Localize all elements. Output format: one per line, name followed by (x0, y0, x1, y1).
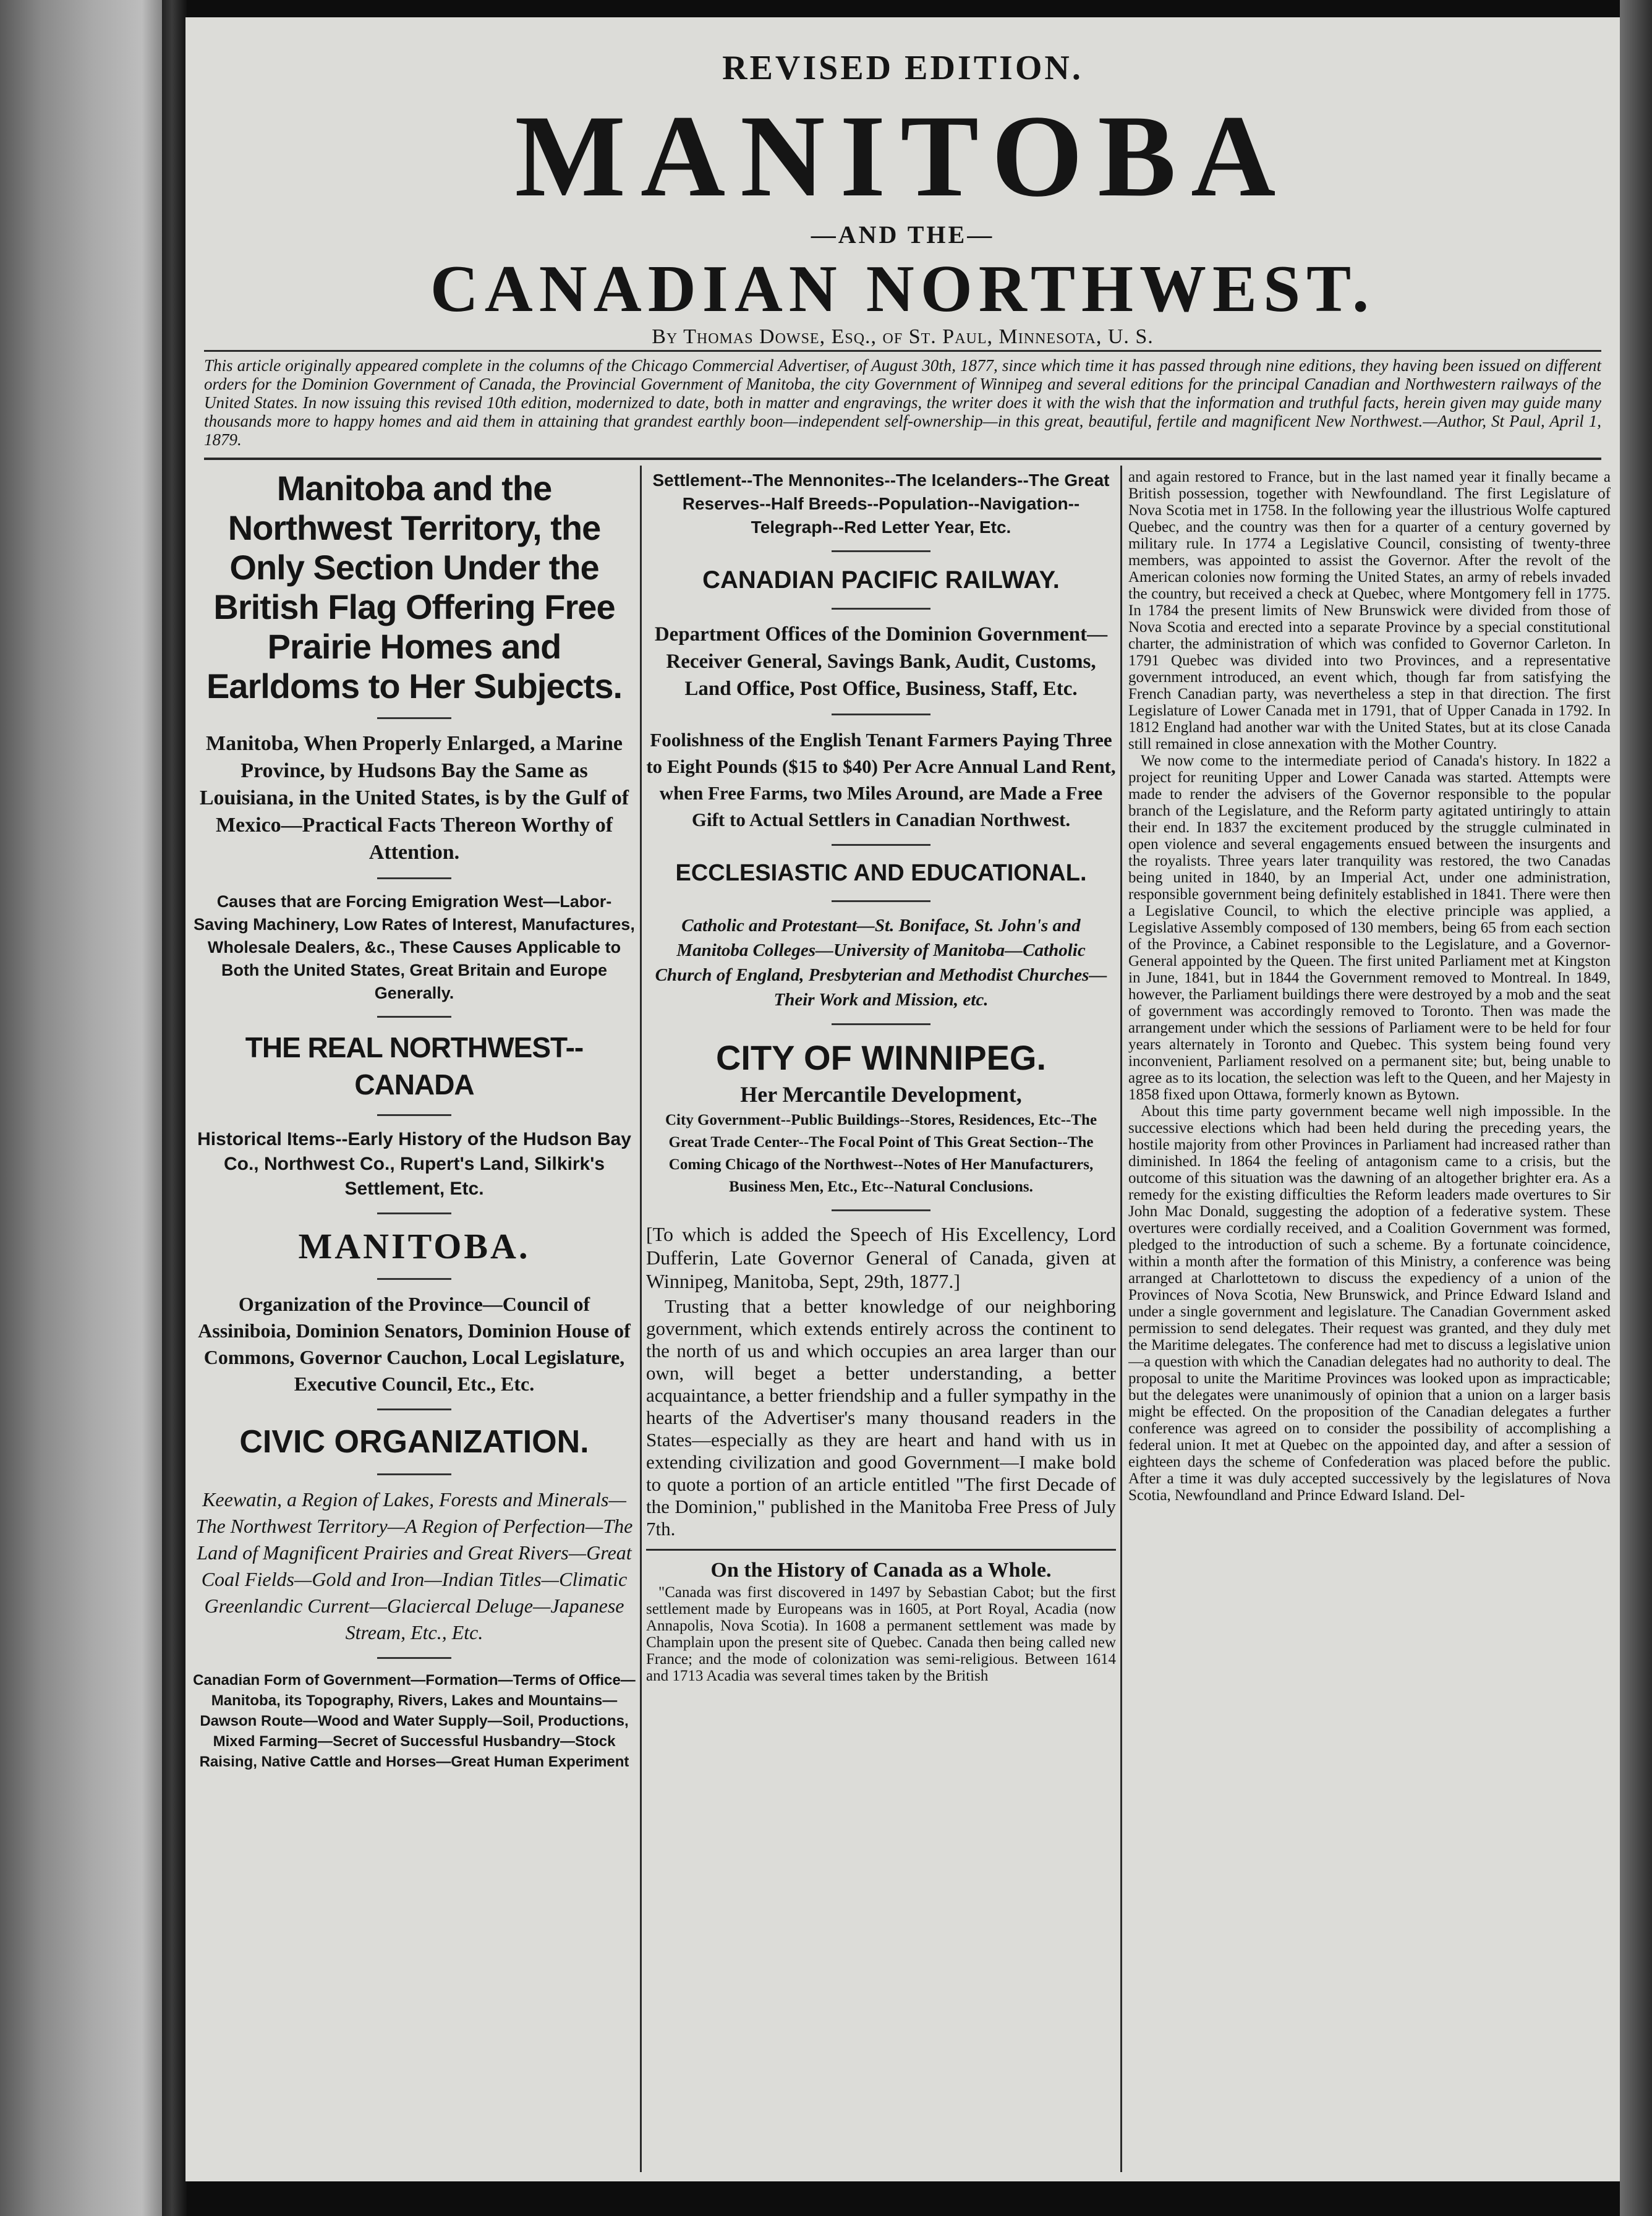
body-paragraph-trusting: Trusting that a better knowledge of our neighboring government, which extends entirely across the continent to the north of us and which occupies an area larger than our own, will beget a better understanding, a better acquaintance, a better friendship and a fuller sympathy in the hearts of the Advertiser's many thousand readers in the States—especially as they are heart and hand with us in extending civilization and good Government—I make bold to quote a portion of an article entitled "The first Decade of the Dominion," published in the Manitoba Free Press of July 7th. (646, 1295, 1116, 1540)
headline-city-government: City Government--Public Buildings--Stores, Residences, Etc--The Great Trade Center--The Focal Point of This Great Section--The Coming Chicago of the Northwest--Notes of Her Manufacturers, Business Men, Etc., Etc--Natural Conclusions. (665, 1112, 1097, 1195)
rule (377, 1016, 451, 1018)
rule (832, 1209, 930, 1211)
headline-organization: Organization of the Province—Council of Assiniboia, Dominion Senators, Dominion House of Commons, Governor Cauchon, Local Legislature, Executive Council, Etc., Etc. (198, 1293, 631, 1395)
headline-churches: Catholic and Protestant—St. Boniface, St. John's and Manitoba Colleges—University of Manitoba—Catholic Church of England, Presbyterian and Methodist Churches—Their Work and Mission, etc. (655, 916, 1107, 1010)
headline-tenant-farmers: Foolishness of the English Tenant Farmers Paying Three to Eight Pounds ($15 to $40) Per Acre Annual Land Rent, when Free Farms, two Miles Around, are Made a Free Gift to Actual Settlers in Canadian Northwest. (646, 729, 1116, 830)
rule (377, 877, 451, 879)
column-3 (1128, 469, 1611, 2163)
edition-label: REVISED EDITION. (722, 49, 1083, 87)
rule (377, 1473, 451, 1475)
byline: By Thomas Dowse, Esq., of St. Paul, Minnesota, U. S. (652, 325, 1154, 348)
body-paragraph-intermediate: We now come to the intermediate period of Canada's history. In 1822 a project for reuniting Upper and Lower Canada was started. Attempts were made to render the advisers of the Governor responsible to the popular branch of the Legislature, and the Reform party agitated untiringly to attain their end. In 1837 the excitement produced by the struggle culminated in open violence and several engagements ensued between the insurgents and the royalists. Three years later tranquility was restored, the two Canadas being united in 1840, by an Imperial Act, under one administration, responsible government being definitely established in 1841. There were then a Legislative Council, to which the elective principle was applied, a Legislative Assembly composed of 130 members, being 65 from each section of the Province, a Cabinet responsible to the Legislature, and a Governor-General appointed by the Queen. The first united Parliament met at Kingston in June, 1841, but in 1844 the Government removed to Montreal. In 1849, however, the Parliament buildings there were destroyed by a mob and the seat of government was accordingly removed to Toronto. Then was made the arrangement under which the sessions of Parliament were to be held for four years alternately in Toronto and Quebec. This system being found very inconvenient, Parliament resolved on a permanent site; but, being unable to agree as to its location, the selection was left to the Queen, and her Majesty in 1858 fixed upon Ottawa, formerly known as Bytown. (1128, 752, 1611, 1103)
rule (832, 844, 930, 846)
masthead-title: MANITOBA (514, 92, 1291, 221)
headline-free-prairie: Manitoba and the Northwest Territory, the Only Section Under the British Flag Offering Free Prairie Homes and Earldoms to Her Subjects. (206, 469, 623, 705)
headline-city-of-winnipeg: CITY OF WINNIPEG. (715, 1038, 1047, 1077)
book-binding (162, 0, 187, 2216)
rule (377, 1278, 451, 1280)
headline-canadian-government: Canadian Form of Government—Formation—Terms of Office—Manitoba, its Topography, Rivers, Lakes and Mountains—Dawson Route—Wood and Water Supply—Soil, Productions, Mixed Farming—Secret of Successful Husbandry—Stock Raising, Native Cattle and Horses—Great Human Experiment (193, 1672, 636, 1770)
headline-civic-organization: CIVIC ORGANIZATION. (239, 1424, 589, 1460)
body-paragraph-party-government: About this time party government became well nigh impossible. In the successive elections which had been held during the preceding years, the hostile majority from other Provinces in Parliament had increased rather than diminished. In 1864 the feeling of antagonism came to a crisis, but the outcome of this situation was the dawning of an altogether brighter era. As a remedy for the existing difficulties the Reform leaders made overtures to Sir John Mac Donald, suggesting the adoption of a federative system. These overtures were cordially received, and a Coalition Government was formed, pledged to the introduction of such a scheme. By a fortunate coincidence, within a month after the formation of this Ministry, a conference was being arranged at Charlottetown to discuss the expediency of a union of the Provinces of Nova Scotia, New Brunswick, and Prince Edward Island and under a single government and legislature. The Canadian Government asked permission to send delegates. Their request was granted, and they duly met the Maritime delegates. The conference had met to discuss a legislative union—a question with which the Canadian delegates had no authority to deal. The proposal to unite the Maritime Provinces was looked upon as impracticable; but the delegates were unanimously of opinion that a union on a larger basis might be effected. On the proposition of the Canadian delegates a further conference was agreed on to consider the possibility of accomplishing a federal union. It met at Quebec on the appointed day, and after a session of eighteen days the scheme of Confederation was placed before the public. After a time it was duly accepted successively by the legislatures of Nova Scotia, Newfoundland and Prince Edward Island. Del- (1128, 1103, 1611, 1504)
masthead-subtitle: CANADIAN NORTHWEST. (430, 252, 1376, 326)
headline-causes-emigration: Causes that are Forcing Emigration West—Labor-Saving Machinery, Low Rates of Interest, Manufactures, Wholesale Dealers, &c., These Causes Applicable to Both the United States, Great Britain and Europe Generally. (194, 892, 635, 1002)
rule (377, 717, 451, 719)
subhead-mercantile: Her Mercantile Development, (740, 1082, 1022, 1107)
headline-historical-items: Historical Items--Early History of the Hudson Bay Co., Northwest Co., Rupert's Land, Silkirk's Settlement, Etc. (197, 1129, 631, 1199)
column-divider-1 (640, 466, 642, 2172)
headline-pacific-railway: CANADIAN PACIFIC RAILWAY. (702, 566, 1060, 594)
masthead-rule (204, 350, 1601, 352)
rule (832, 714, 930, 715)
column-2 (646, 469, 1116, 2163)
masthead-and-the: —AND THE— (811, 221, 995, 249)
headline-manitoba: MANITOBA. (298, 1226, 530, 1266)
headline-history-of-canada: On the History of Canada as a Whole. (710, 1559, 1052, 1582)
rule (377, 1212, 451, 1214)
page-edge-shadow (1620, 0, 1652, 2216)
rule (832, 900, 930, 902)
body-paragraph-discovery: "Canada was first discovered in 1497 by Sebastian Cabot; but the first settlement made by Europeans was in 1605, at Port Royal, Acadia (now Annapolis, Nova Scotia). In 1608 a permanent settlement was made by Champlain upon the present site of Quebec. Canada then being called new France; and the mode of colonization was semi-religious. Between 1614 and 1713 Acadia was several times taken by the British (646, 1584, 1116, 1684)
rule (832, 1023, 930, 1025)
headline-marine-province: Manitoba, When Properly Enlarged, a Marine Province, by Hudsons Bay the Same as Louisiana, in the United States, is by the Gulf of Mexico—Practical Facts Thereon Worthy of Attention. (199, 732, 629, 864)
body-paragraph-restored: and again restored to France, but in the last named year it finally became a British possession, together with Newfoundland. The first Legislature of Nova Scotia met in 1758. In the following year the illustrious Wolfe captured Quebec, and the country was then for a quarter of a century governed by military rule. In 1774 a Legislative Council, consisting of twenty-three members, was appointed to assist the Governor. After the revolt of the American colonies now forming the United States, an army of rebels invaded the country, but received a check at Quebec, where Montgomery fell in 1775. In 1784 the present limits of New Brunswick were divided from those of Nova Scotia and erected into a separate Province by a special constitutional charter, the administration of which was confided to Governor Carleton. In 1791 Quebec was divided into two Provinces, and a representative government introduced, an event which, though far from satisfying the French Canadian party, was nevertheless a step in that direction. The first Legislature of Lower Canada met in 1791, that of Upper Canada in 1792. In 1812 England had another war with the United States, but at its close Canada still remained in close annexation with the Mother Country. (1128, 469, 1611, 752)
rule (646, 1549, 1116, 1551)
headline-settlement: Settlement--The Mennonites--The Icelanders--The Great Reserves--Half Breeds--Population--Navigation--Telegraph--Red Letter Year, Etc. (652, 471, 1110, 537)
book-cover-edge (0, 0, 167, 2216)
column-divider-2 (1120, 466, 1122, 2172)
headline-keewatin: Keewatin, a Region of Lakes, Forests and Minerals—The Northwest Territory—A Region of Perfection—The Land of Magnificent Prairies and Great Rivers—Great Coal Fields—Gold and Iron—Indian Titles—Climatic Greenlandic Current—Glaciercal Deluge—Japanese Stream, Etc., Etc. (195, 1488, 633, 1643)
rule (377, 1114, 451, 1116)
headline-department-offices: Department Offices of the Dominion Government—Receiver General, Savings Bank, Audit, Customs, Land Office, Post Office, Business, Staff, Etc. (654, 623, 1108, 700)
speech-note: [To which is added the Speech of His Excellency, Lord Dufferin, Late Governor General of Canada, given at Winnipeg, Manitoba, Sept, 29th, 1877.] (646, 1223, 1116, 1292)
rule (377, 1408, 451, 1410)
headline-ecclesiastic: ECCLESIASTIC AND EDUCATIONAL. (675, 860, 1087, 886)
headline-real-northwest: THE REAL NORTHWEST--CANADA (245, 1031, 584, 1101)
rule (832, 608, 930, 610)
intro-note: This article originally appeared complete in the columns of the Chicago Commercial Advertiser, of August 30th, 1877, since which time it has passed through nine editions, they having been issued on different orders for the Dominion Government of Canada, the Provincial Government of Manitoba, the city Government of Winnipeg and several editions for the principal Canadian and Northwestern railways of the United States. In now issuing this revised 10th edition, modernized to date, both in matter and engravings, the writer does it with the wish that the information and truthful facts, herein given may guide many thousands more to happy homes and aid them in attaining that grandest earthly boon—independent self-ownership—in this great, beautiful, fertile and magnificent New Northwest.—Author, St Paul, April 1, 1879. (204, 356, 1601, 449)
rule (832, 550, 930, 552)
column-1 (192, 469, 637, 2163)
rule (377, 1657, 451, 1659)
intro-rule (204, 458, 1601, 460)
newspaper-page (185, 17, 1620, 2181)
